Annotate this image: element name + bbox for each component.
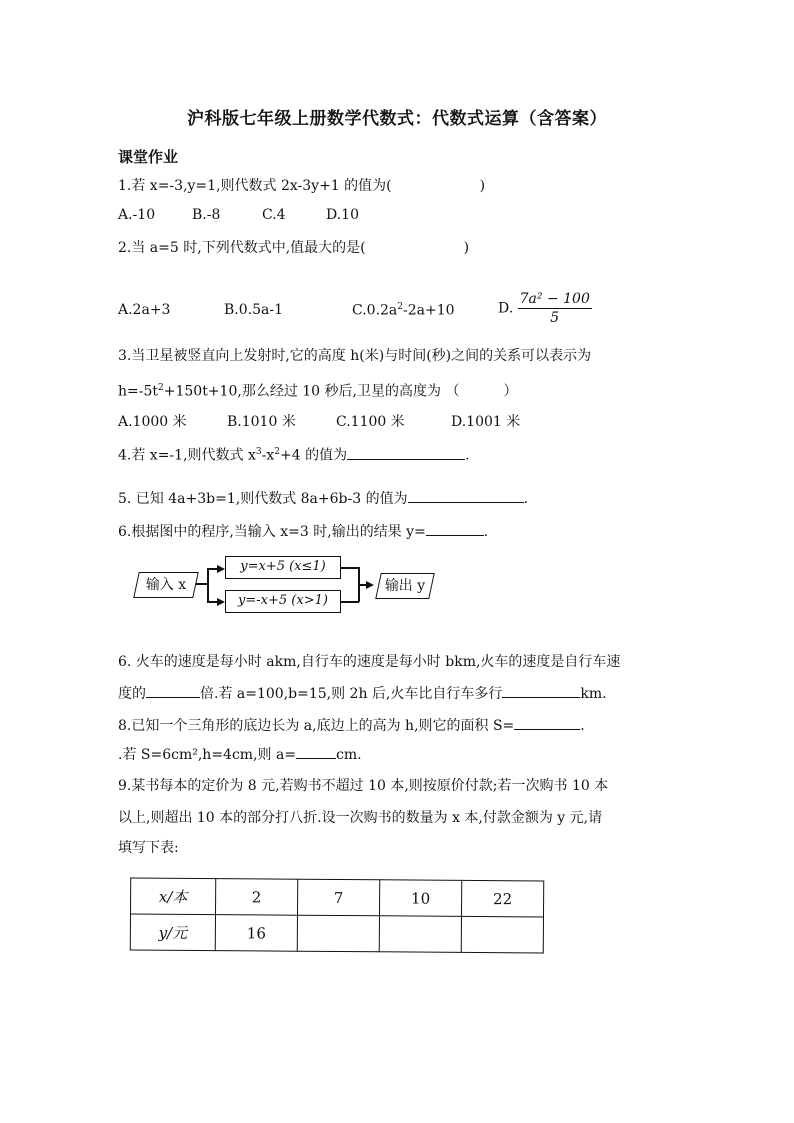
flowchart-input: 输入 x — [133, 572, 199, 598]
q3-option-d: D.1001 米 — [451, 414, 521, 430]
table-cell-blank[interactable] — [461, 916, 543, 953]
q4-answer-blank[interactable] — [347, 445, 465, 460]
page-title: 沪科版七年级上册数学代数式：代数式运算（含答案） — [187, 109, 607, 129]
table-header-x: x/本 — [131, 878, 216, 915]
price-table — [130, 878, 544, 954]
flowchart-branch-1: y=x+5 (x≤1) — [225, 556, 341, 579]
question-1-stem: 1.若 x=-3,y=1,则代数式 2x-3y+1 的值为( — [118, 178, 392, 194]
flowchart-arrow — [217, 598, 225, 606]
q8-answer-blank-2[interactable] — [296, 744, 336, 759]
table-header-y: y/元 — [130, 914, 215, 951]
q7-answer-blank-2[interactable] — [502, 683, 580, 698]
question-3-line-1: 3.当卫星被竖直向上发射时,它的高度 h(米)与时间(秒)之间的关系可以表示为 — [118, 348, 592, 364]
question-2-close: ) — [463, 240, 470, 256]
q3-option-c: C.1100 米 — [336, 414, 405, 430]
question-7-line-1: 6. 火车的速度是每小时 akm,自行车的速度是每小时 bkm,火车的速度是自行车速 — [118, 654, 621, 670]
table-cell-blank[interactable] — [297, 915, 379, 952]
q8-answer-blank-1[interactable] — [514, 715, 580, 730]
question-8-line-2: .若 S=6cm²,h=4cm,则 a= cm. — [118, 744, 362, 765]
question-7-line-2: 度的 倍.若 a=100,b=15,则 2h 后,火车比自行车多行 km. — [118, 683, 607, 704]
q3-option-a: A.1000 米 — [118, 414, 187, 430]
table-cell-blank[interactable] — [379, 916, 461, 953]
table-row — [130, 914, 543, 953]
q2-option-d: D. $\frac{\text{7a² − 100}}{5}$ — [498, 291, 590, 326]
question-6: 6.根据图中的程序,当输入 x=3 时,输出的结果 y= . — [118, 521, 488, 542]
q1-option-b: B.-8 — [192, 207, 221, 223]
question-8-line-1: 8.已知一个三角形的底边长为 a,底边上的高为 h,则它的面积 S= . — [118, 715, 585, 736]
q3-option-b: B.1010 米 — [227, 414, 296, 430]
q2-option-b: B.0.5a-1 — [224, 302, 283, 318]
flowchart-output: 输出 y — [375, 573, 435, 599]
q2-option-a: A.2a+3 — [118, 302, 171, 318]
flowchart-connector — [341, 601, 359, 603]
q7-answer-blank-1[interactable] — [146, 683, 200, 698]
table-row — [131, 878, 544, 917]
q1-option-d: D.10 — [326, 207, 359, 223]
table-cell: 7 — [298, 879, 380, 916]
question-3-line-2: $h=-5t^2+150t+10$,那么经过 10 秒后,卫星的高度为 （ ） — [118, 383, 518, 400]
flowchart-arrow — [217, 565, 225, 573]
table-cell: 22 — [461, 880, 543, 917]
q5-answer-blank[interactable] — [408, 488, 524, 503]
section-heading: 课堂作业 — [118, 148, 179, 166]
table-cell: 2 — [216, 879, 298, 916]
flowchart-connector — [207, 568, 209, 602]
flowchart-arrow — [366, 581, 374, 589]
question-2-stem: 2.当 a=5 时,下列代数式中,值最大的是( — [118, 240, 366, 256]
question-9-line-1: 9.某书每本的定价为 8 元,若购书不超过 10 本,则按原价付款;若一次购书 10 本 — [118, 778, 609, 794]
q1-option-a: A.-10 — [118, 207, 156, 223]
flowchart-branch-2: y=-x+5 (x>1) — [225, 590, 341, 613]
question-9-line-2: 以上,则超出 10 本的部分打八折.设一次购书的数量为 x 本,付款金额为 y 元,请 — [118, 810, 603, 826]
table-cell: 16 — [215, 915, 297, 952]
question-1 — [118, 176, 485, 196]
question-1-close: ) — [479, 178, 486, 194]
q1-option-c: C.4 — [262, 207, 286, 223]
flowchart-connector — [341, 567, 359, 569]
question-4: 4.若 x=-1,则代数式 $x^3-x^2+4$ 的值为 . — [118, 442, 470, 466]
table-cell: 10 — [379, 880, 461, 917]
question-2 — [118, 238, 469, 258]
q6-answer-blank[interactable] — [426, 521, 484, 536]
question-9-line-3: 填写下表: — [118, 840, 179, 856]
question-5: 5. 已知 4a+3b=1,则代数式 8a+6b-3 的值为 . — [118, 488, 528, 509]
q2-option-d-fraction: $\frac{\text{7a² − 100}}{5}$ — [519, 291, 590, 326]
q2-option-c: $C.0.2a^2-2a+10$ — [352, 302, 455, 319]
